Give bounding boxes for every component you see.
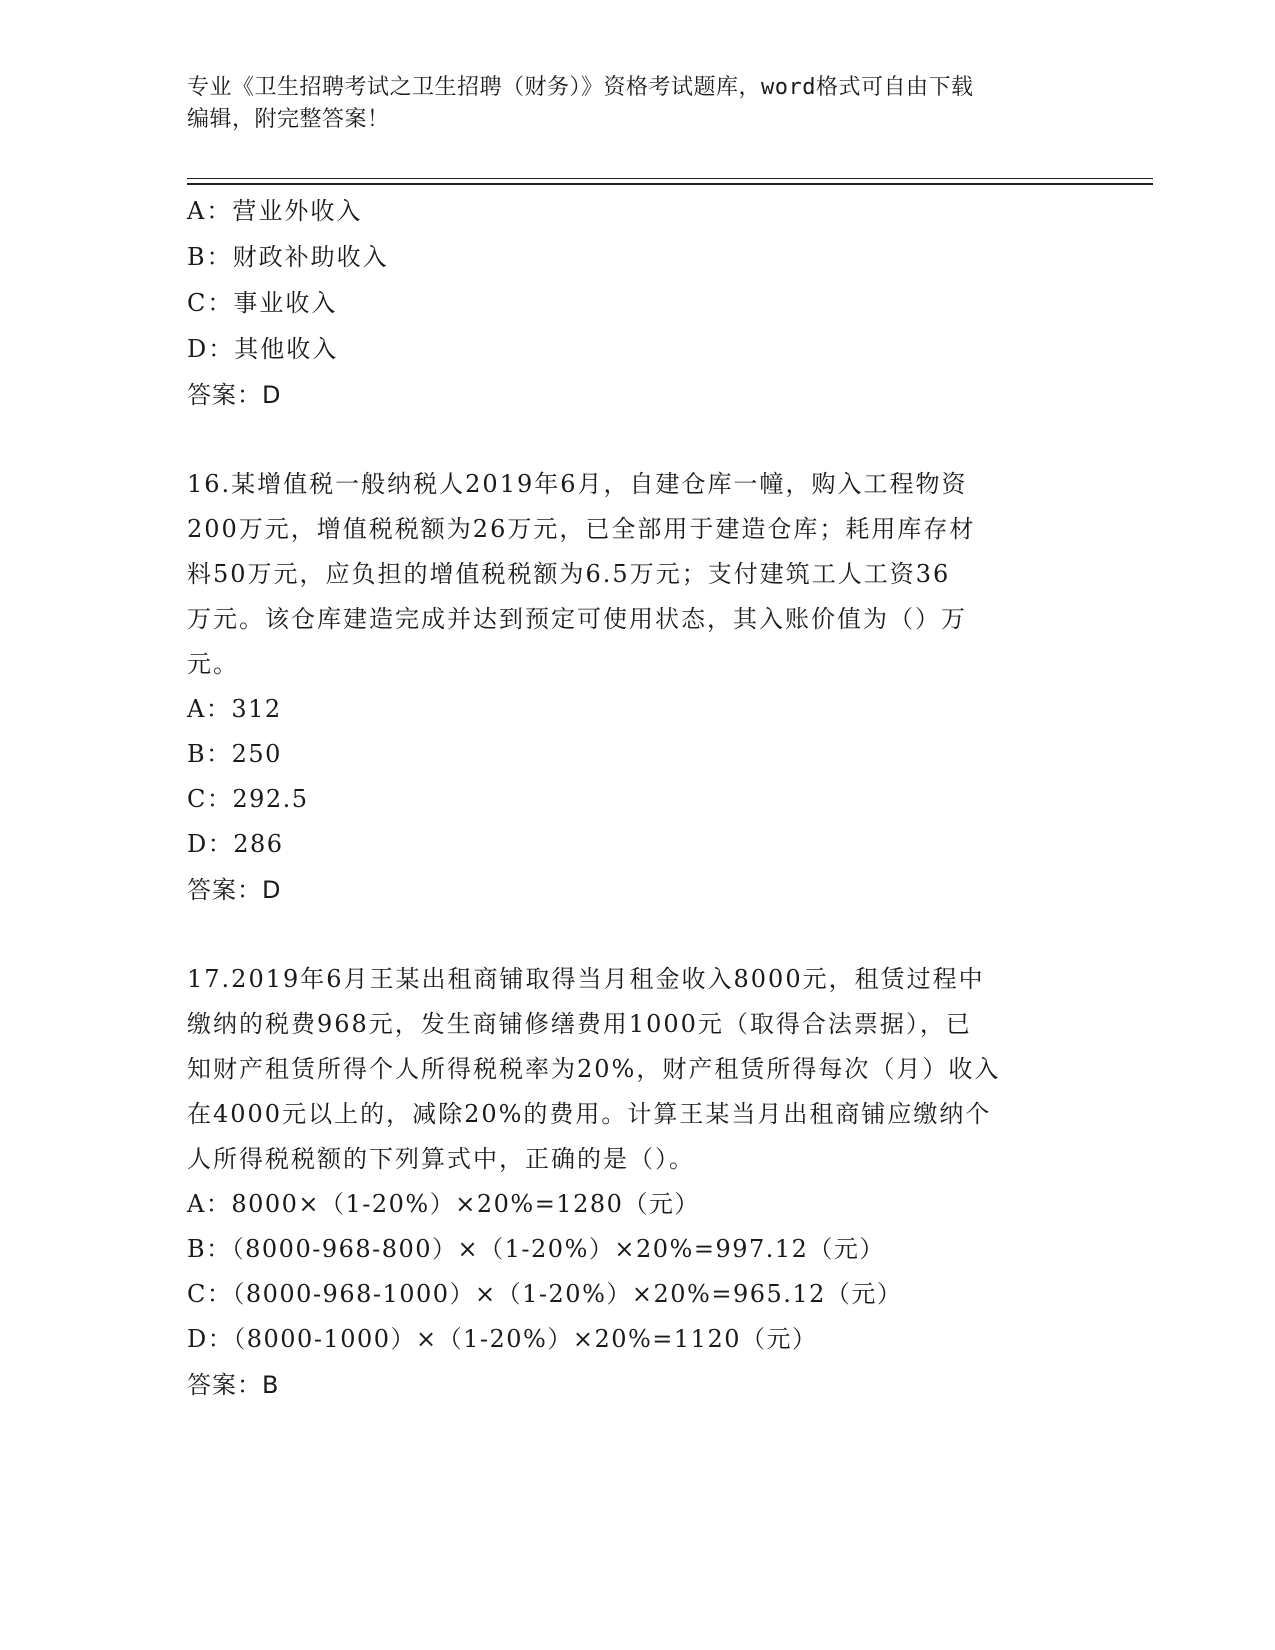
option-c: C：事业收入 <box>187 289 338 317</box>
header-rule-thin <box>187 178 1153 179</box>
option-b: B：250 <box>187 740 282 768</box>
option-d: D：（8000-1000）×（1-20%）×20%=1120（元） <box>187 1325 818 1353</box>
option-a: A：营业外收入 <box>187 197 363 225</box>
option-b: B：（8000-968-800）×（1-20%）×20%=997.12（元） <box>187 1235 885 1263</box>
answer-line: 答案：D <box>187 381 282 409</box>
answer-line: 答案：D <box>187 876 282 904</box>
document-body <box>187 188 1087 1408</box>
question-stem: 16.某增值税一般纳税人2019年6月，自建仓库一幢，购入工程物资 200万元，增值税税额为26万元，已全部用于建造仓库；耗用库存材 料50万元，应负担的增值税税额为6.5万元；支付建筑工人工资36 万元。该仓库建造完成并达到预定可使用状态，其入账价值为（）万 元。 <box>187 470 976 678</box>
option-a: A：312 <box>187 695 282 723</box>
option-c: C：292.5 <box>187 785 309 813</box>
question-16 <box>187 462 1087 913</box>
answer-line: 答案：B <box>187 1371 280 1399</box>
question-stem: 17.2019年6月王某出租商铺取得当月租金收入8000元，租赁过程中 缴纳的税费968元，发生商铺修缮费用1000元（取得合法票据），已 知财产租赁所得个人所得税税率为20%，财产租赁所得每次（月）收入 在4000元以上的，减除20%的费用。计算王某当月出租商铺应缴纳个 人所得税税额的下列算式中，正确的是（）。 <box>187 965 1001 1173</box>
option-a: A：8000×（1-20%）×20%=1280（元） <box>187 1190 700 1218</box>
option-c: C：（8000-968-1000）×（1-20%）×20%=965.12（元） <box>187 1280 903 1308</box>
option-b: B：财政补助收入 <box>187 243 389 271</box>
question-17 <box>187 957 1087 1408</box>
header-rule-thick <box>187 183 1153 185</box>
document-header: 专业《卫生招聘考试之卫生招聘（财务）》资格考试题库，word格式可自由下载 编辑，附完整答案！ <box>187 75 974 132</box>
option-d: D：286 <box>187 830 284 858</box>
question-15 <box>187 188 1087 418</box>
option-d: D：其他收入 <box>187 335 339 363</box>
